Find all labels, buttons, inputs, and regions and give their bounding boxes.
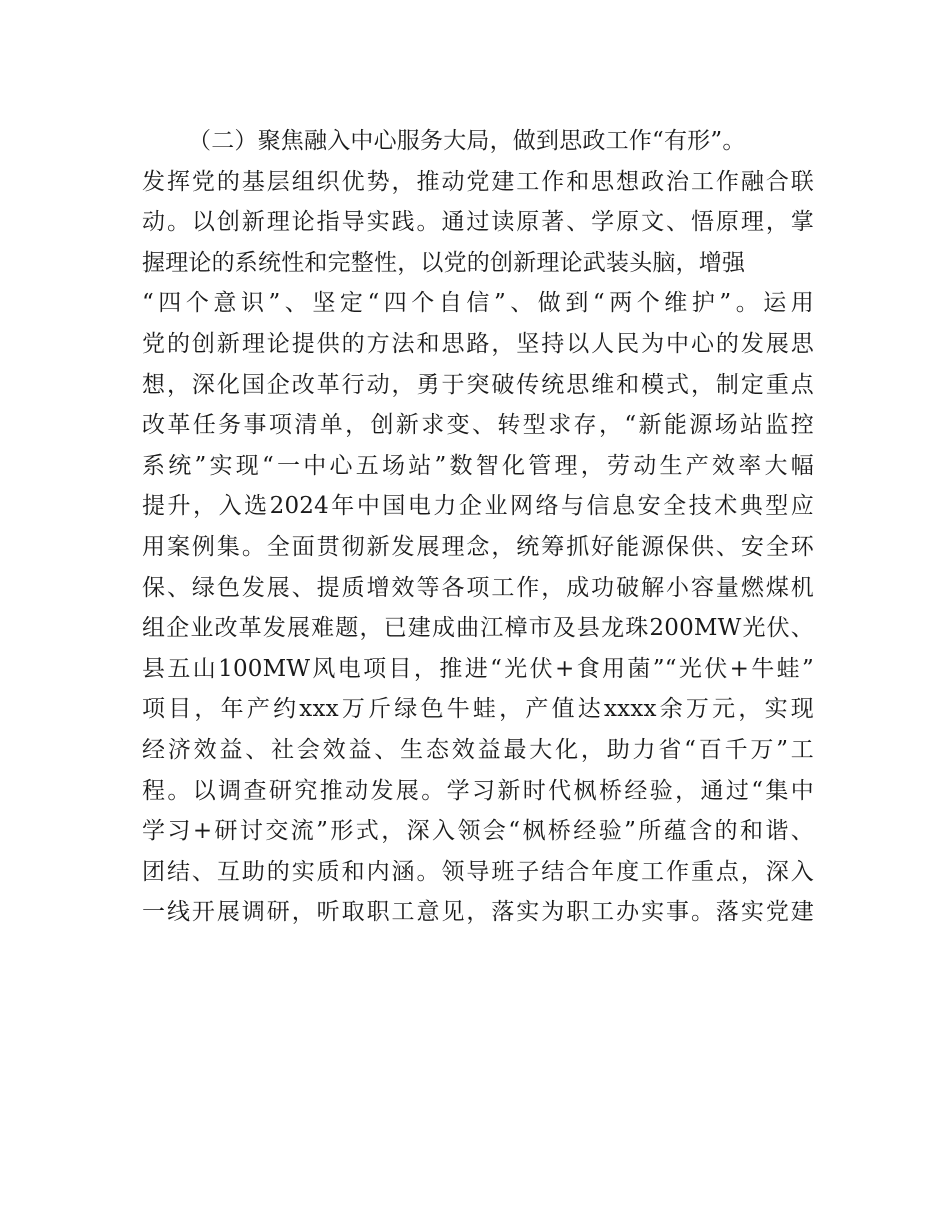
text-line: 系统”实现“一中心五场站”数智化管理，劳动生产效率大幅 <box>142 452 814 479</box>
text-line: 经济效益、社会效益、生态效益最大化，助力省“百千万”工 <box>142 736 814 763</box>
text-line: 保、绿色发展、提质增效等各项工作，成功破解小容量燃煤机 <box>142 574 814 601</box>
text-line: 动。以创新理论指导实践。通过读原著、学原文、悟原理，掌 <box>142 209 814 236</box>
text-line: 程。以调查研究推动发展。学习新时代枫桥经验，通过“集中 <box>142 777 814 804</box>
text-line: 改革任务事项清单，创新求变、转型求存，“新能源场站监控 <box>142 412 814 439</box>
text-line: 发挥党的基层组织优势，推动党建工作和思想政治工作融合联 <box>142 168 814 195</box>
text-line: 党的创新理论提供的方法和思路，坚持以人民为中心的发展思 <box>142 330 814 357</box>
text-line: 县五山100MW风电项目，推进“光伏+食用菌”“光伏+牛蛙” <box>142 655 814 682</box>
text-line: 学习+研讨交流”形式，深入领会“枫桥经验”所蕴含的和谐、 <box>142 818 814 845</box>
body-paragraph <box>142 121 814 933</box>
paragraph-heading-line: （二）聚焦融入中心服务大局，做到思政工作“有形”。 <box>188 128 746 154</box>
text-line: 用案例集。全面贯彻新发展理念，统筹抓好能源保供、安全环 <box>142 533 814 560</box>
text-line: 提升，入选2024年中国电力企业网络与信息安全技术典型应 <box>142 493 814 520</box>
text-line: 想，深化国企改革行动，勇于突破传统思维和模式，制定重点 <box>142 371 814 398</box>
text-line: 项目，年产约xxx万斤绿色牛蛙，产值达xxxx余万元，实现 <box>142 696 814 723</box>
text-line: 握理论的系统性和完整性，以党的创新理论武装头脑，增强 <box>142 249 746 276</box>
text-line: 组企业改革发展难题，已建成曲江樟市及县龙珠200MW光伏、 <box>142 615 814 642</box>
text-line: 一线开展调研，听取职工意见，落实为职工办实事。落实党建 <box>142 899 814 926</box>
text-line: “四个意识”、坚定“四个自信”、做到“两个维护”。运用 <box>142 290 814 317</box>
text-line: 团结、互助的实质和内涵。领导班子结合年度工作重点，深入 <box>142 858 814 885</box>
